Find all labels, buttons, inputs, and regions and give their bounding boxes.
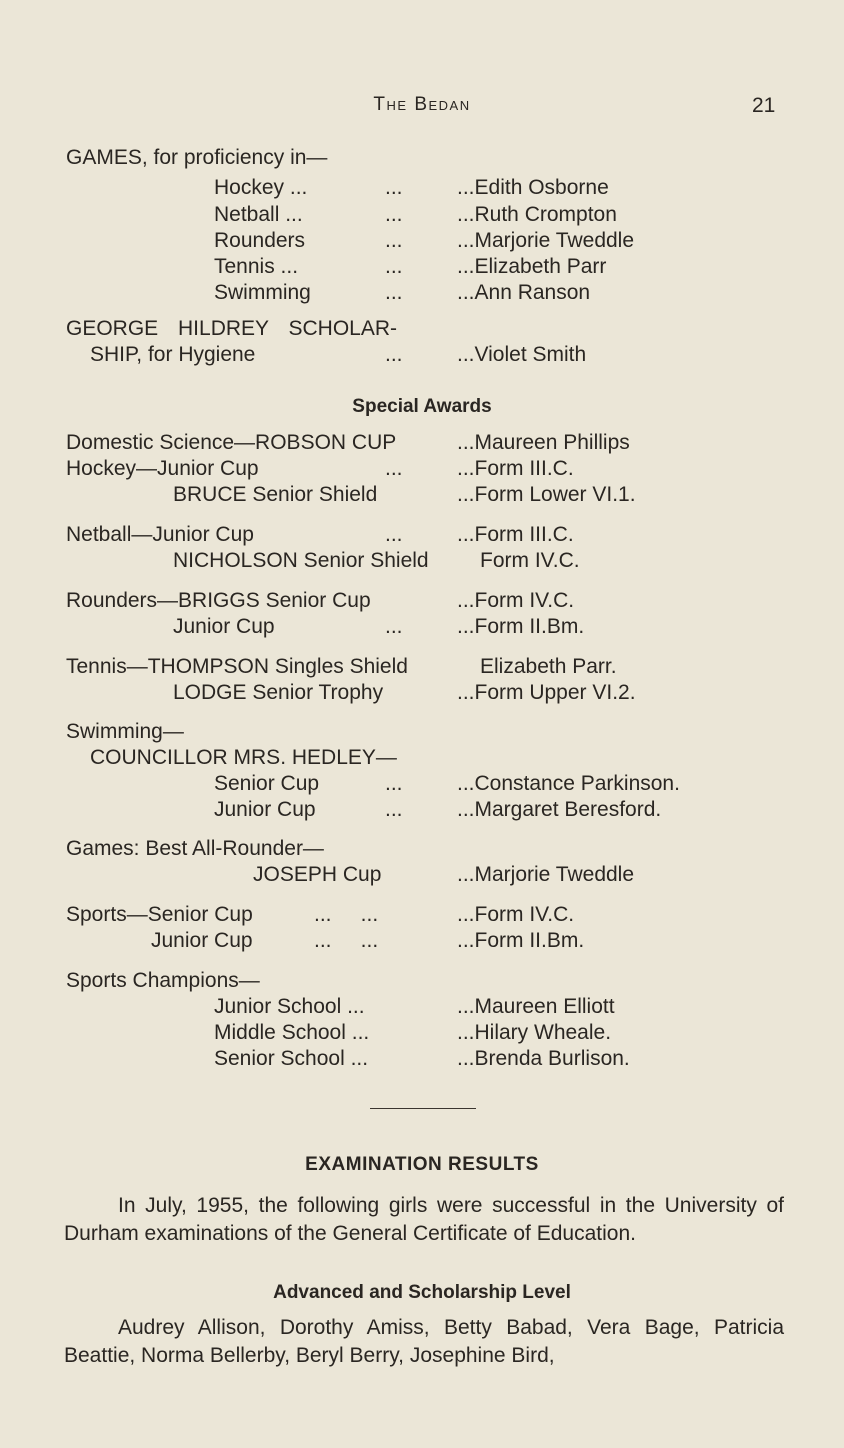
games-sport: Hockey ... bbox=[214, 176, 308, 199]
games-dots: ... bbox=[385, 281, 403, 304]
award-winner: ...Form IV.C. bbox=[457, 903, 575, 926]
award-winner: Form IV.C. bbox=[480, 549, 580, 572]
award-label: LODGE Senior Trophy bbox=[173, 681, 384, 704]
award-dots: ... bbox=[385, 772, 403, 795]
award-winner: ...Form Upper VI.2. bbox=[457, 681, 636, 704]
games-winner: ...Ruth Crompton bbox=[457, 203, 617, 226]
games-winner: ...Elizabeth Parr bbox=[457, 255, 607, 278]
award-dots: ... bbox=[385, 615, 403, 638]
champion-label: Middle School ... bbox=[214, 1021, 370, 1044]
award-dots: ... bbox=[385, 798, 403, 821]
level-heading: Advanced and Scholarship Level bbox=[273, 1282, 571, 1303]
award-label: BRUCE Senior Shield bbox=[173, 483, 378, 506]
swimming-heading: Swimming— bbox=[66, 720, 184, 743]
award-dots: ... ... bbox=[314, 903, 379, 926]
games-sport: Tennis ... bbox=[214, 255, 299, 278]
games-dots: ... bbox=[385, 229, 403, 252]
games-dots: ... bbox=[385, 176, 403, 199]
games-winner: ...Edith Osborne bbox=[457, 176, 609, 199]
champion-label: Senior School ... bbox=[214, 1047, 369, 1070]
running-title: The Bedan bbox=[373, 94, 471, 115]
award-winner: ...Form IV.C. bbox=[457, 589, 575, 612]
scholarship-winner: ...Violet Smith bbox=[457, 343, 587, 366]
section-divider bbox=[370, 1108, 476, 1109]
award-winner: ...Form II.Bm. bbox=[457, 615, 585, 638]
games-winner: ...Ann Ranson bbox=[457, 281, 591, 304]
special-awards-heading: Special Awards bbox=[352, 396, 492, 417]
champion-winner: ...Hilary Wheale. bbox=[457, 1021, 612, 1044]
award-dots: ... ... bbox=[314, 929, 379, 952]
award-winner: ...Form Lower VI.1. bbox=[457, 483, 636, 506]
scholarship-line1: GEORGE HILDREY SCHOLAR- bbox=[66, 317, 398, 340]
award-label: Sports—Senior Cup bbox=[66, 903, 253, 926]
scholarship-line2: SHIP, for Hygiene bbox=[90, 343, 256, 366]
award-winner: ...Constance Parkinson. bbox=[457, 772, 680, 795]
award-label: NICHOLSON Senior Shield bbox=[173, 549, 429, 572]
award-label: Domestic Science—ROBSON CUP bbox=[66, 431, 397, 454]
allrounder-heading: Games: Best All-Rounder— bbox=[66, 837, 324, 860]
games-dots: ... bbox=[385, 203, 403, 226]
award-label: Rounders—BRIGGS Senior Cup bbox=[66, 589, 371, 612]
games-sport: Swimming bbox=[214, 281, 311, 304]
champion-label: Junior School ... bbox=[214, 995, 365, 1018]
award-winner: ...Form III.C. bbox=[457, 457, 574, 480]
award-label: JOSEPH Cup bbox=[253, 863, 382, 886]
award-winner: ...Form III.C. bbox=[457, 523, 574, 546]
swimming-councillor: COUNCILLOR MRS. HEDLEY— bbox=[90, 746, 397, 769]
games-heading: GAMES, for proficiency in— bbox=[66, 146, 328, 169]
exam-names: Audrey Allison, Dorothy Amiss, Betty Babad, Vera Bage, Patricia Beattie, Norma Bellerby, Beryl Berry, Josephine Bird, bbox=[64, 1316, 784, 1367]
award-label: Junior Cup bbox=[151, 929, 253, 952]
games-sport: Netball ... bbox=[214, 203, 303, 226]
award-label: Senior Cup bbox=[214, 772, 320, 795]
champions-heading: Sports Champions— bbox=[66, 969, 260, 992]
award-label: Netball—Junior Cup bbox=[66, 523, 254, 546]
award-winner: ...Margaret Beresford. bbox=[457, 798, 662, 821]
award-dots: ... bbox=[385, 523, 403, 546]
award-label: Junior Cup bbox=[214, 798, 316, 821]
award-dots: ... bbox=[385, 457, 403, 480]
exam-heading: EXAMINATION RESULTS bbox=[305, 1154, 539, 1175]
exam-intro: In July, 1955, the following girls were successful in the University of Durham examinations of the General Certificate of Education. bbox=[64, 1194, 784, 1245]
games-winner: ...Marjorie Tweddle bbox=[457, 229, 635, 252]
award-label: Hockey—Junior Cup bbox=[66, 457, 259, 480]
award-winner: ...Form II.Bm. bbox=[457, 929, 585, 952]
games-sport: Rounders bbox=[214, 229, 306, 252]
award-label: Junior Cup bbox=[173, 615, 275, 638]
scholarship-dots: ... bbox=[385, 343, 403, 366]
award-label: Tennis—THOMPSON Singles Shield bbox=[66, 655, 408, 678]
award-winner: Elizabeth Parr. bbox=[480, 655, 617, 678]
page-number: 21 bbox=[752, 94, 776, 117]
games-dots: ... bbox=[385, 255, 403, 278]
award-winner: ...Maureen Phillips bbox=[457, 431, 630, 454]
champion-winner: ...Brenda Burlison. bbox=[457, 1047, 630, 1070]
champion-winner: ...Maureen Elliott bbox=[457, 995, 615, 1018]
award-winner: ...Marjorie Tweddle bbox=[457, 863, 635, 886]
